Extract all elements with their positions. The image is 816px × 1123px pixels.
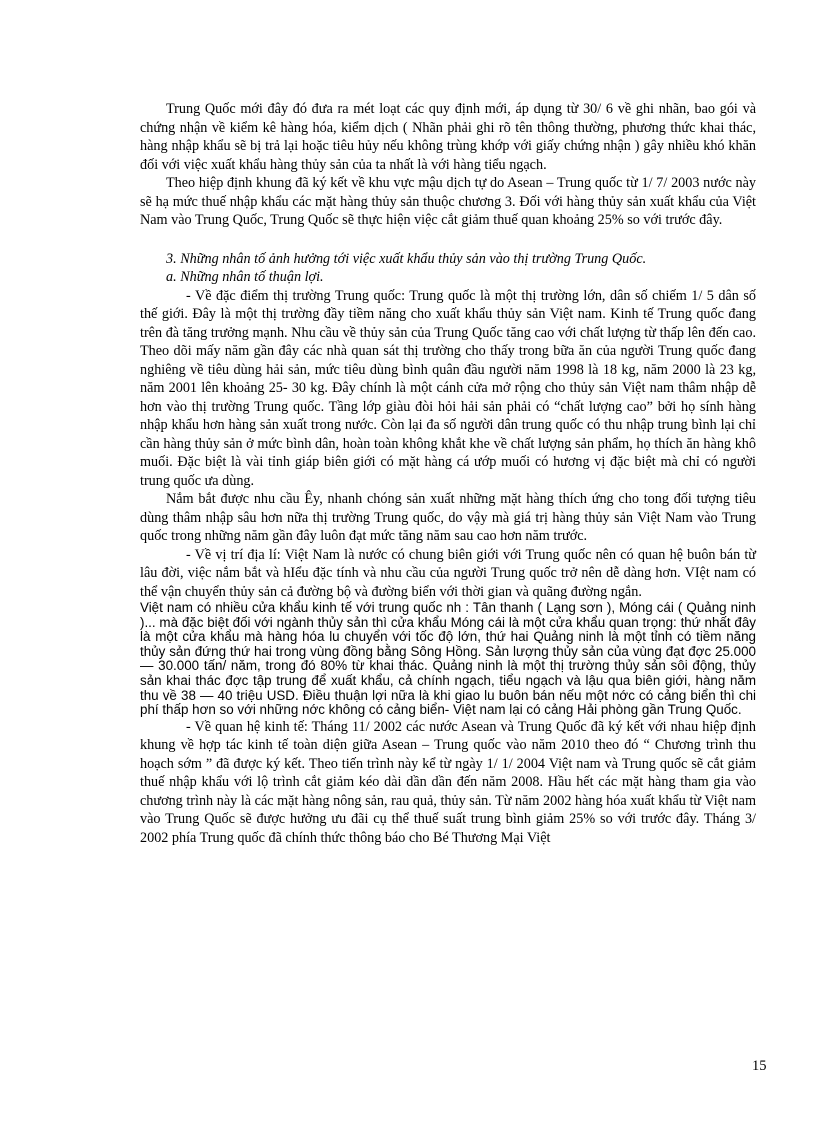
section-heading: 3. Những nhân tố ảnh hưởng tới việc xuất khẩu thủy sản vào thị trường Trung Quốc. [166,250,647,267]
page-number: 15 [752,1058,767,1074]
paragraph-tariff-agreement: Theo hiệp định khung đã ký kết về khu vực mậu dịch tự do Asean – Trung quốc từ 1/ 7/ 2003 nước này sẽ hạ mức thuế nhập khẩu các mặt hàng thủy sản thuộc chương 3. Đối với hàng thủy sản xuất khẩu của Việt Nam vào Trung Quốc, Trung Quốc sẽ thực hiện việc cắt giảm thuế quan khoảng 25% so với trước đây. [140,175,756,228]
paragraph-economic-relations: - Về quan hệ kinh tế: Tháng 11/ 2002 các nước Asean và Trung Quốc đã ký kết với nhau hiệp định khung về hợp tác kinh tế toàn diện giữa Asean – Trung quốc vào năm 2010 theo đó “ Chương trình thu hoạch sớm ” đã được ký kết. Theo tiến trình này kể từ ngày 1/ 1/ 2004 Việt nam và Trung quốc sẽ cắt giảm thuế nhập khẩu với lộ trình cắt giảm kéo dài dần dần đến năm 2008. Hầu hết các mặt hàng tham gia vào chương trình này là các mặt hàng nông sản, rau quả, thủy sản. Từ năm 2002 hàng hóa xuất khẩu từ Việt nam vào Trung Quốc sẽ được hưởng ưu đãi cụ thể thuế suất trung bình giảm 25% so với trước đây. Tháng 3/ 2002 phía Trung quốc đã chính thức thông báo cho Bé Thương Mại Việt [140,718,756,846]
paragraph-market-characteristics: - Về đặc điểm thị trường Trung quốc: Trung quốc là một thị trường lớn, dân số chiếm 1/ 5 dân số thế giới. Đây là một thị trường đầy tiềm năng cho xuất khẩu thủy sản Việt nam. Kinh tế Trung quốc đang trên đà tăng trưởng mạnh. Nhu cầu về thủy sản của Trung Quốc tăng cao với chất lượng từ thấp lên đến cao. Theo dõi mấy năm gần đây các nhà quan sát thị trường cho thấy trong bữa ăn của người Trung quốc đang nghiêng về tiêu dùng hải sản, mức tiêu dùng bình quân đầu người năm 1998 là 18 kg, năm 2000 là 23 kg, năm 2001 lên khoảng 25- 30 kg. Đây chính là một cánh cửa mở rộng cho thủy sản Việt nam thâm nhập dễ hơn vào thị trường Trung quốc. Tầng lớp giàu đòi hỏi hải sản phải có “chất lượng cao” bởi họ sính hàng nhập khẩu hơn hàng sản xuất trong nước. Còn lại đa số người dân trung quốc có thu nhập trung bình lại chỉ cần hàng thủy sản ở mức bình dân, hoàn toàn không khắt khe về chất lượng sản phẩm, họ thích ăn hàng khô muối. Đặc biệt là vài tỉnh giáp biên giới có mặt hàng cá ướp muối có hương vị đặc biệt mà chỉ có người trung quốc ưa dùng. [140,287,756,489]
page-body [140,100,756,847]
paragraph-geography: - Về vị trí địa lí: Việt Nam là nước có chung biên giới với Trung quốc nên có quan hệ buôn bán từ lâu đời, việc nắm bắt và hIểu đặc tính và nhu cầu của người Trung quốc trở nên dễ dàng hơn. VIệt nam có thể vận chuyển thủy sản cả đường bộ và đường biển với thời gian và quãng đường ngắn. [140,546,756,600]
subsection-heading: a. Những nhân tố thuận lợi. [166,269,324,285]
paragraph-regulations: Trung Quốc mới đây đó đưa ra mét loạt các quy định mới, áp dụng từ 30/ 6 về ghi nhãn, bao gói và chứng nhận về kiểm kê hàng hóa, kiểm dịch ( Nhãn phải ghi rõ tên thông thường, phương thức khai thác, hàng nhập khẩu sẽ bị trả lại hoặc tiêu hủy nếu không trùng khớp với giấy chứng nhận ) gây nhiều khó khăn đối với việc xuất khẩu hàng thủy sản của ta nhất là với hàng tiểu ngạch. [140,101,756,173]
spacer [140,230,756,250]
paragraph-demand: Nắm bắt được nhu cầu Êy, nhanh chóng sản xuất những mặt hàng thích ứng cho tong đối tượng tiêu dùng thâm nhập sâu hơn nữa thị trường Trung quốc, do vậy mà giá trị hàng thủy sản Việt Nam vào Trung quốc trong những năm gần đây luôn đạt mức tăng năm sau cao hơn năm trước. [140,491,756,544]
paragraph-border-gates: Việt nam có nhiều cửa khẩu kinh tế với trung quốc nh : Tân thanh ( Lạng sơn ), Móng cái ( Quảng ninh )... mà đặc biệt đối với ngành thủy sản thì cửa khẩu Móng cái là một cửa khẩu quan trọng: thứ nhất đây là một cửa khẩu mà hàng hóa lu chuyển với tốc độ lớn, thứ hai Quảng ninh là một tỉnh có tiềm năng thủy sản đứng thứ hai trong vùng đồng bằng Sông Hồng. Sản lượng thủy sản của vùng đạt đợc 25.000 — 30.000 tấn/ năm, trong đó 80% từ khai thác. Quảng ninh là một thị trường thủy sản sôi động, thủy sản khai thác đợc tập trung để xuất khẩu, cả chính ngạch, tiểu ngạch và lậu qua biên giới, hàng năm thu về 38 — 40 triệu USD. Điều thuận lợi nữa là khi giao lu buôn bán nếu một nớc có cảng biển thì chi phí thấp hơn so với những nớc không có cảng biển- Việt nam lại có cảng Hải phòng gần Trung Quốc. [140,600,756,718]
